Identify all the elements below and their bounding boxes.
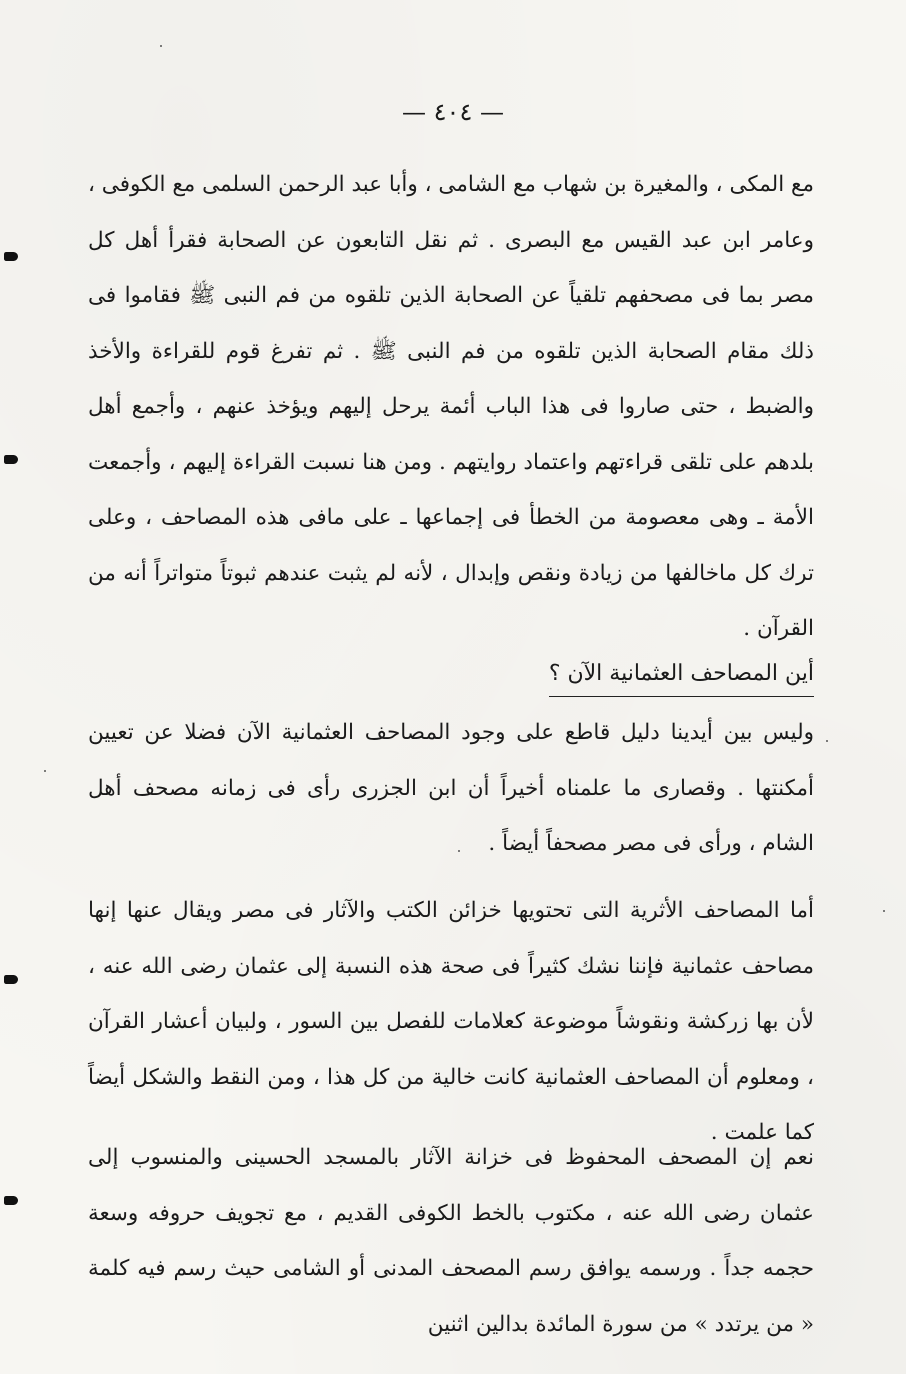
scan-speck [883, 910, 885, 912]
binding-mark [4, 252, 18, 261]
paragraph-transmission-of-readings: مع المكى ، والمغيرة بن شهاب مع الشامى ، وأبا عبد الرحمن السلمى مع الكوفى ، وعامر ابن عبد القيس مع البصرى . ثم نقل التابعون عن الصحابة فقرأ أهل كل مصر بما فى مصحفهم تلقياً عن الصحابة الذين تلقوه من فم النبى ﷺ فقاموا فى ذلك مقام الصحابة الذين تلقوه من فم النبى ﷺ . ثم تفرغ قوم للقراءة والأخذ والضبط ، حتى صاروا فى هذا الباب أئمة يرحل إليهم ويؤخذ عنهم ، وأجمع أهل بلدهم على تلقى قراءتهم واعتماد روايتهم . ومن هنا نسبت القراءة إليهم ، وأجمعت الأمة ـ وهى معصومة من الخطأ فى إجماعها ـ على مافى هذه المصاحف ، وعلى ترك كل ماخالفها من زيادة ونقص وإبدال ، لأنه لم يثبت عندهم ثبوتاً متواتراً أنه من القرآن . [88, 172, 814, 641]
scan-speck [160, 45, 162, 47]
paragraph-husseini-mushaf: نعم إن المصحف المحفوظ فى خزانة الآثار بالمسجد الحسينى والمنسوب إلى عثمان رضى الله عنه ، مكتوب بالخط الكوفى القديم ، مع تجويف حروفه وسعة حجمه جداً . ورسمه يوافق رسم المصحف المدنى أو الشامى حيث رسم فيه كلمة « من يرتدد » من سورة المائدة بدالين اثنين [88, 1145, 814, 1337]
binding-mark [4, 975, 18, 984]
scan-speck [826, 740, 828, 742]
binding-mark [4, 455, 18, 464]
scan-speck [44, 770, 46, 772]
scan-speck [458, 850, 460, 852]
section-heading: أين المصاحف العثمانية الآن ؟ [549, 654, 814, 697]
page-number: — ٤٠٤ — [402, 98, 504, 126]
paragraph-no-evidence: وليس بين أيدينا دليل قاطع على وجود المصاحف العثمانية الآن فضلا عن تعيين أمكنتها . وقصارى ما علمناه أخيراً أن ابن الجزرى رأى فى زمانه مصحف أهل الشام ، ورأى فى مصر مصحفاً أيضاً . [88, 720, 814, 856]
paragraph-antique-mushafs: أما المصاحف الأثرية التى تحتويها خزائن الكتب والآثار فى مصر ويقال عنها إنها مصاحف عثمانية فإننا نشك كثيراً فى صحة هذه النسبة إلى عثمان رضى الله عنه ، لأن بها زركشة ونقوشاً موضوعة كعلامات للفصل بين السور ، ولبيان أعشار القرآن ، ومعلوم أن المصاحف العثمانية كانت خالية من كل هذا ، ومن النقط والشكل أيضاً كما علمت . [88, 898, 814, 1145]
binding-mark [4, 1196, 18, 1205]
